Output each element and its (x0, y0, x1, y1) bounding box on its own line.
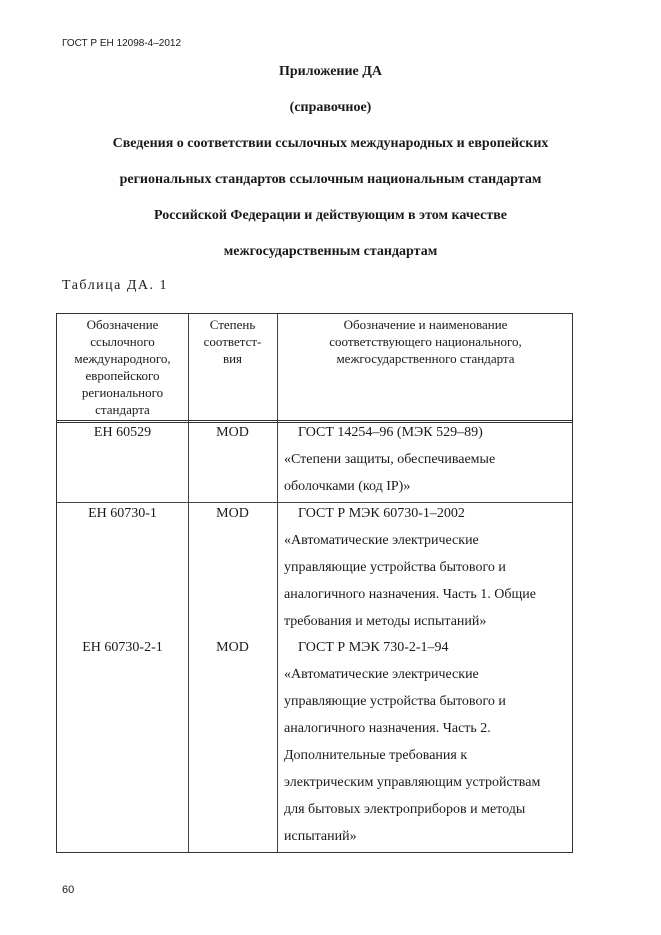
table-cell-degree: MOD (216, 506, 249, 521)
heading-line: Сведения о соответствии ссылочных международных и европейских (112, 136, 549, 151)
page-number: 60 (62, 884, 75, 896)
appendix-title: Приложение ДА (278, 64, 383, 79)
table-cell-ref: ЕН 60730-1 (88, 506, 157, 521)
table-cell-standard: ГОСТ Р МЭК 60730-1–2002 «Автоматические электрические управляющие устройства бытового и аналогичного назначения. Часть 1. Общие требования и методы испытаний» (284, 506, 536, 629)
table-cell-standard: ГОСТ 14254–96 (МЭК 529–89) «Степени защиты, обеспечиваемые оболочками (код IP)» (284, 425, 496, 494)
heading-line: Российской Федерации и действующим в этом качестве (154, 208, 507, 223)
table-cell-degree: MOD (216, 425, 249, 440)
appendix-subtitle: (справочное) (289, 100, 372, 115)
document-code: ГОСТ Р ЕН 12098-4–2012 (62, 38, 182, 49)
correspondence-table (56, 313, 573, 853)
table-cell-ref: ЕН 60529 (93, 425, 152, 440)
column-divider (277, 314, 278, 852)
table-label: Таблица ДА. 1 (62, 278, 169, 293)
column-divider (188, 314, 189, 852)
table-cell-standard: ГОСТ Р МЭК 730-2-1–94 «Автоматические электрические управляющие устройства бытового и аналогичного назначения. Часть 2. Дополнительные требования к электрическим управляющим устройствам для бытовых электроприборов и методы испытаний» (284, 640, 541, 844)
heading-line: межгосударственным стандартам (223, 244, 438, 259)
heading-line: региональных стандартов ссылочным национальным стандартам (119, 172, 542, 187)
table-cell-ref: ЕН 60730-2-1 (82, 640, 163, 655)
header-national-standard: Обозначение и наименование соответствующего национального, межгосударственного стандарта (329, 317, 522, 366)
header-degree: Степень соответст- вия (203, 317, 262, 366)
header-reference-standard: Обозначение ссылочного международного, европейского регионального стандарта (74, 317, 171, 417)
table-cell-degree: MOD (216, 640, 249, 655)
